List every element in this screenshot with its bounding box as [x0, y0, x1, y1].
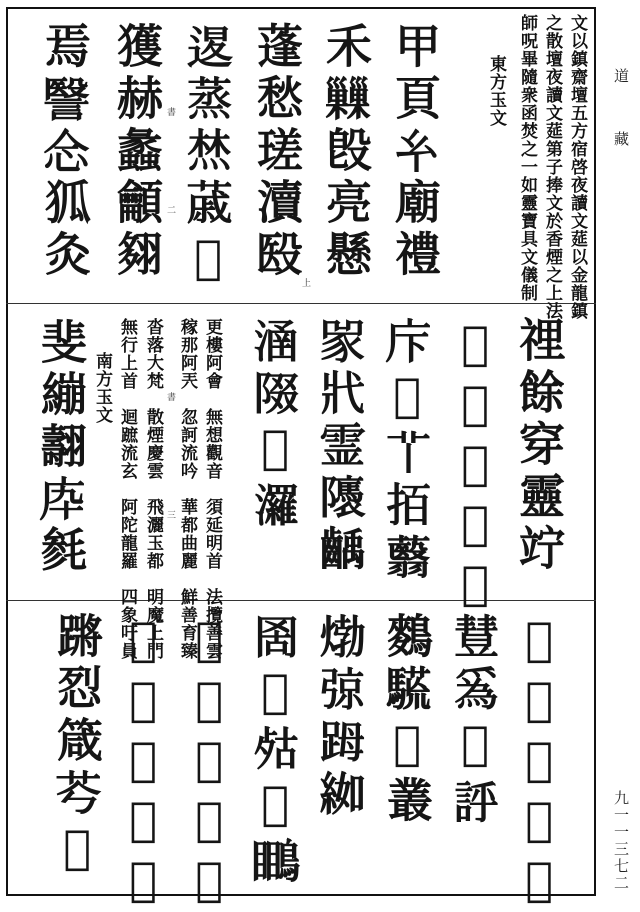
seal-column: 𪄳𩥒𩓵叢 [380, 612, 434, 828]
translation-column: 無行上首 迴蹠流玄 阿陀龍羅 四象吁員 [117, 318, 137, 660]
margin-note: 二 [165, 205, 175, 214]
margin-note: 上 [300, 278, 310, 287]
seal-column: 蹡㤠箴𦬉𧤧 [50, 612, 104, 880]
seal-column: 禾𢀌𣪘亮懸 [319, 22, 373, 282]
seal-column: 𦊖𨑖𣧮𢿜𪄊 [248, 612, 302, 888]
seal-column: 𥚃餘穿靈竚 [512, 316, 566, 576]
margin-page-number: 九一一三七二 [612, 790, 630, 892]
seal-column: 𤊹弶𧿹𦀌 [314, 612, 368, 820]
east-jade-text-heading: 東方玉文 [486, 55, 506, 127]
seal-column: 𣹢𨺝𢀏𤄷 [248, 316, 302, 532]
seal-column: 𤶊𨑖𣼞㱃𩓵 [116, 612, 170, 912]
seal-column: 獲赫蠡龥翗 [110, 22, 164, 282]
translation-column: 沓落大梵 散煙慶雲 飛灑玉都 明魔上門 [143, 318, 163, 660]
seal-column: 焉𧫦𢗁狐灸 [38, 22, 92, 282]
margin-note: 三 [165, 510, 175, 519]
seal-column: 𢈪𩱓𢔊羸𦬙 [182, 612, 236, 912]
header-line-2: 之散壇夜讀文莚第子捧文於香煙之上法 [542, 14, 562, 320]
margin-note: 書 [165, 107, 175, 116]
section-divider-bottom [6, 600, 596, 601]
translation-column: 更樓阿會 無想觀音 須延明首 法攬善雲 [202, 318, 222, 660]
seal-column: 𢇗𦏁𦫳𢫦蘙 [380, 316, 434, 584]
south-jade-text-heading: 南方玉文 [92, 352, 112, 424]
seal-column: 𠇶豥狳蕼𢾛 [448, 316, 502, 616]
seal-column: 𨓤蒸㷊𦸗𧇊 [181, 22, 235, 290]
margin-label-daozang: 道 藏 [612, 68, 630, 152]
seal-column: 斐繃翿𢇥毵 [34, 318, 88, 578]
header-line-1: 文以鎮齋壇五方宿啓夜讀文莚以金龍鎮 [567, 14, 587, 320]
seal-column: 𨼸蒢瑎𨑳逕 [512, 612, 566, 912]
seal-column: 蓬愁瑳瀆殹 [250, 22, 304, 282]
translation-column: 稼那阿兲 忽訶流吟 華都曲麗 鮮善育臻 [177, 318, 197, 660]
section-divider-top [6, 303, 596, 304]
header-line-3: 師呪畢隨衆函焚之一如靈寶具文儀制 [517, 14, 537, 302]
seal-column: 𧰽𢍿霊𨽖齲 [314, 316, 368, 576]
seal-column: 甲頁𢆯廟禮 [388, 22, 442, 282]
margin-note: 書 [165, 392, 175, 401]
seal-column: 𣍈𤔡𦀴𧦝 [448, 612, 502, 828]
